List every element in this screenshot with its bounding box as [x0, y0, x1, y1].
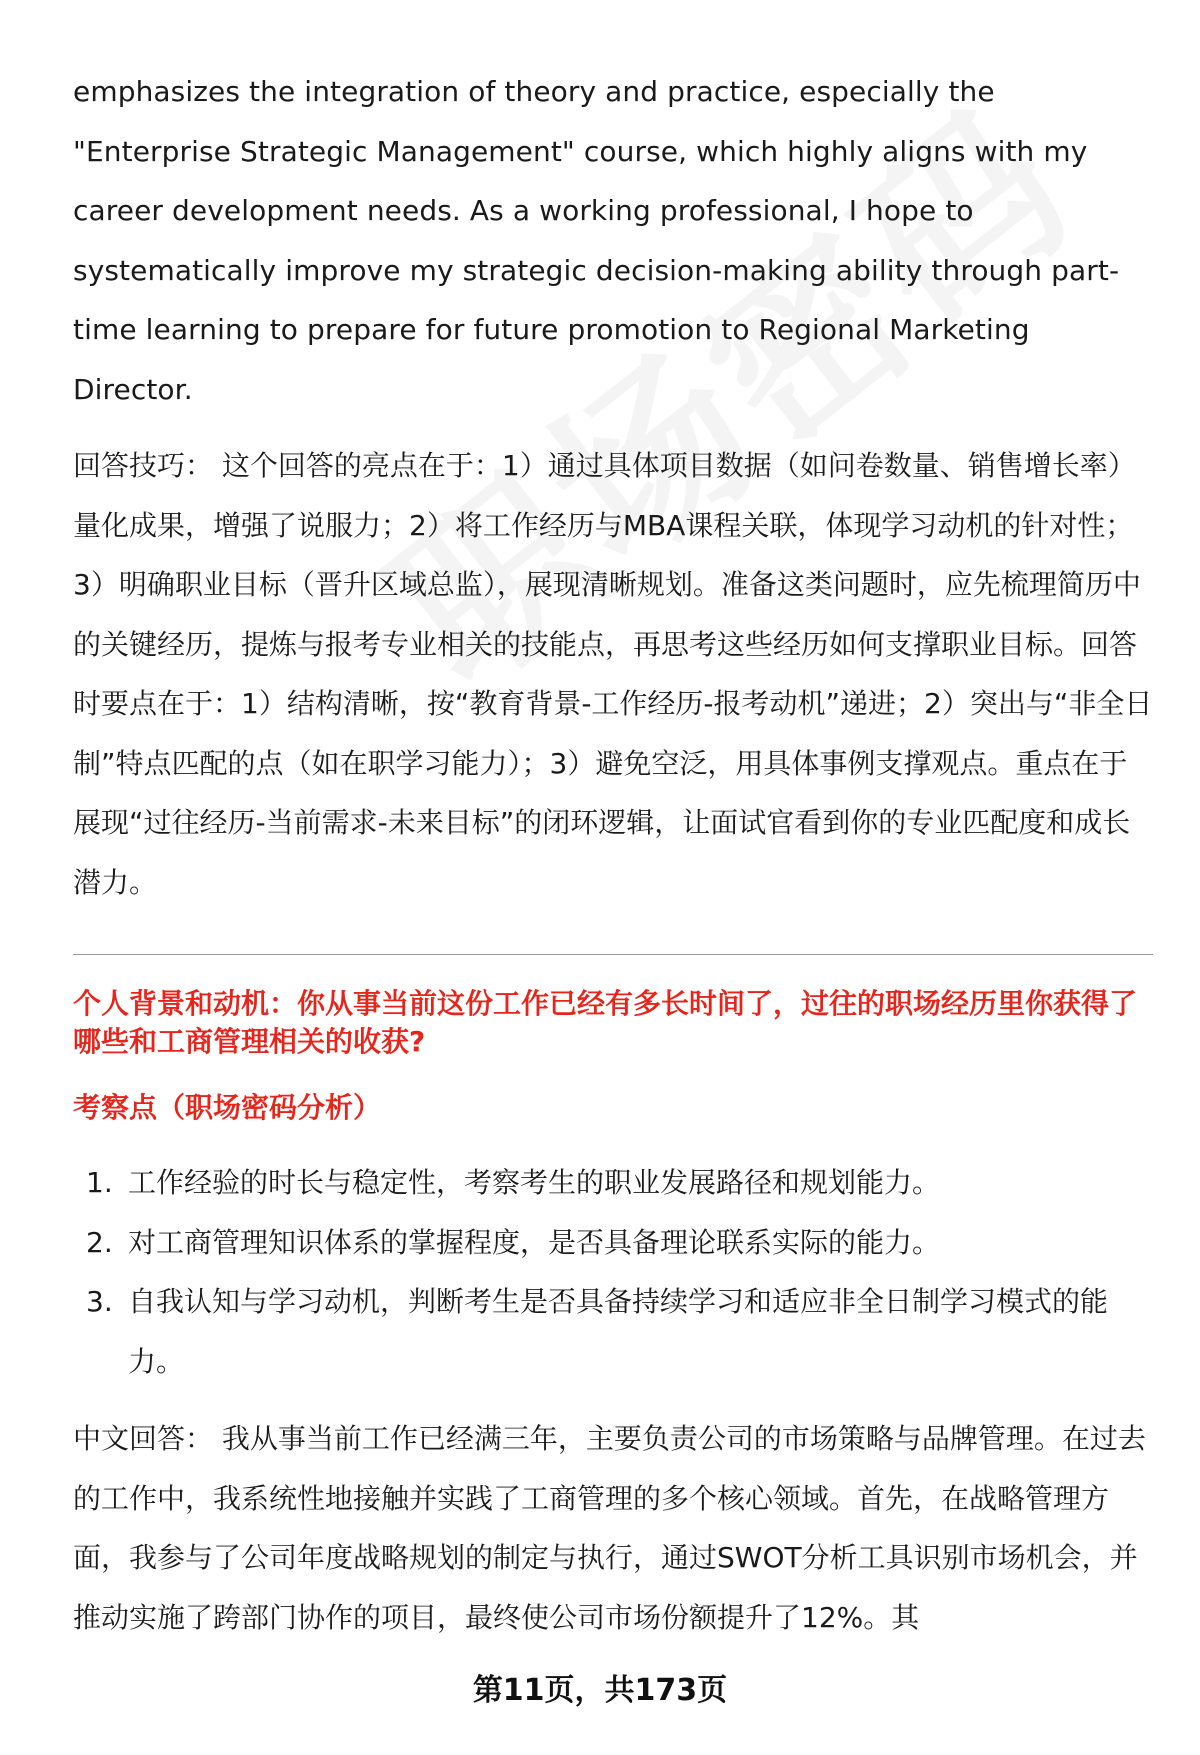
question-heading: 个人背景和动机：你从事当前这份工作已经有多长时间了，过往的职场经历里你获得了哪些和工商管理相关的收获?	[73, 987, 1138, 1058]
focus-item	[73, 1153, 1153, 1213]
intro-paragraph: emphasizes the integration of theory and practice, especially the "Enterprise Strategic Management" course, which highly aligns with my career development needs. As a working professional, I hope to systematically improve my strategic decision-making ability through part-time learning to prepare for future promotion to Regional Marketing Director.	[73, 75, 1120, 406]
answer-label: 中文回答：	[73, 1422, 214, 1455]
focus-item-number: 1.	[86, 1166, 113, 1199]
focus-item-number: 2.	[86, 1225, 113, 1259]
focus-item	[73, 1272, 1153, 1391]
tips-text: 这个回答的亮点在于：1）通过具体项目数据（如问卷数量、销售增长率）量化成果，增强了说服力；2）将工作经历与MBA课程关联，体现学习动机的针对性；3）明确职业目标（晋升区域总监），展现清晰规划。准备这类问题时，应先梳理简历中的关键经历，提炼与报考专业相关的技能点，再思考这些经历如何支撑职业目标。回答时要点在于：1）结构清晰，按“教育背景-工作经历-报考动机”递进；2）突出与“非全日制”特点匹配的点（如在职学习能力）；3）避免空泛，用具体事例支撑观点。重点在于展现“过往经历-当前需求-未来目标”的闭环逻辑，让面试官看到你的专业匹配度和成长潜力。	[73, 449, 1153, 899]
section-divider	[73, 954, 1153, 955]
focus-item-text: 自我认知与学习动机，判断考生是否具备持续学习和适应非全日制学习模式的能力。	[128, 1285, 1109, 1378]
tips-label: 回答技巧：	[73, 449, 214, 482]
focus-heading: 考察点（职场密码分析）	[73, 1091, 382, 1124]
focus-item	[73, 1213, 1153, 1273]
focus-item-text: 工作经验的时长与稳定性，考察考生的职业发展路径和规划能力。	[128, 1166, 941, 1199]
focus-item-number: 3.	[86, 1285, 113, 1318]
document-page	[73, 62, 1153, 1647]
focus-list	[73, 1153, 1153, 1391]
focus-item-text: 对工商管理知识体系的掌握程度，是否具备理论联系实际的能力。	[128, 1225, 941, 1259]
answer-text: 我从事当前工作已经满三年，主要负责公司的市场策略与品牌管理。在过去的工作中，我系统性地接触并实践了工商管理的多个核心领域。首先，在战略管理方面，我参与了公司年度战略规划的制定与执行，通过SWOT分析工具识别市场机会，并推动实施了跨部门协作的项目，最终使公司市场份额提升了12%。其	[73, 1422, 1146, 1634]
answer-paragraph	[73, 1409, 1153, 1647]
page-number-footer: 第11页，共173页	[472, 1673, 728, 1708]
tips-paragraph	[73, 436, 1153, 912]
